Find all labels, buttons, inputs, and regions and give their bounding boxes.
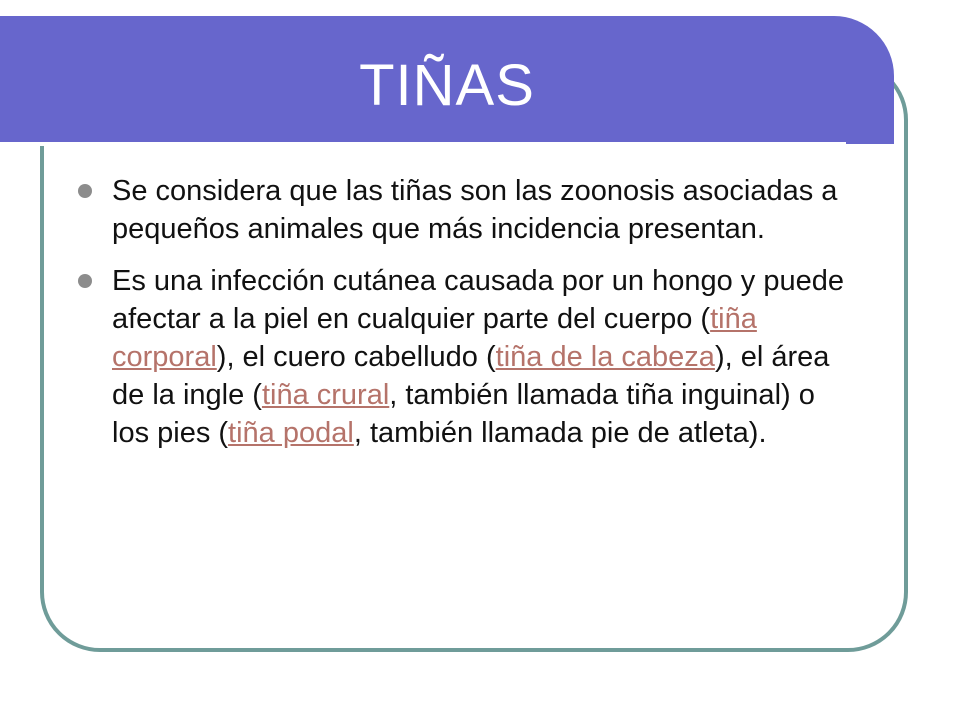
title-underline bbox=[0, 142, 846, 146]
slide-title: TIÑAS bbox=[359, 53, 535, 118]
link-tina-crural[interactable]: tiña crural bbox=[261, 379, 390, 411]
title-banner bbox=[0, 16, 894, 144]
bullet-item-infeccion bbox=[74, 262, 844, 452]
link-tina-podal[interactable]: tiña podal bbox=[228, 417, 354, 449]
bullet-text: Se considera que las tiñas son las zoonosis asociadas a pequeños animales que más incidencia presentan. bbox=[112, 175, 838, 245]
bullet-list bbox=[74, 172, 844, 466]
bullet-item-zoonosis bbox=[74, 172, 844, 248]
link-tina-corporal[interactable]: tiña corporal bbox=[112, 303, 757, 373]
bullet-text-part: ), el área de la ingle ( bbox=[112, 341, 830, 411]
bullet-text-part: , también llamada pie de atleta). bbox=[353, 417, 767, 449]
bullet-dot-icon bbox=[78, 274, 92, 288]
bullet-text-part: ), el cuero cabelludo ( bbox=[216, 341, 496, 373]
link-tina-cabeza[interactable]: tiña de la cabeza bbox=[495, 341, 715, 373]
bullet-text-part: , también llamada tiña inguinal) o los pies ( bbox=[112, 379, 815, 449]
bullet-dot-icon bbox=[78, 184, 92, 198]
bullet-text-part: Es una infección cutánea causada por un hongo y puede afectar a la piel en cualquier parte del cuerpo ( bbox=[112, 265, 844, 335]
